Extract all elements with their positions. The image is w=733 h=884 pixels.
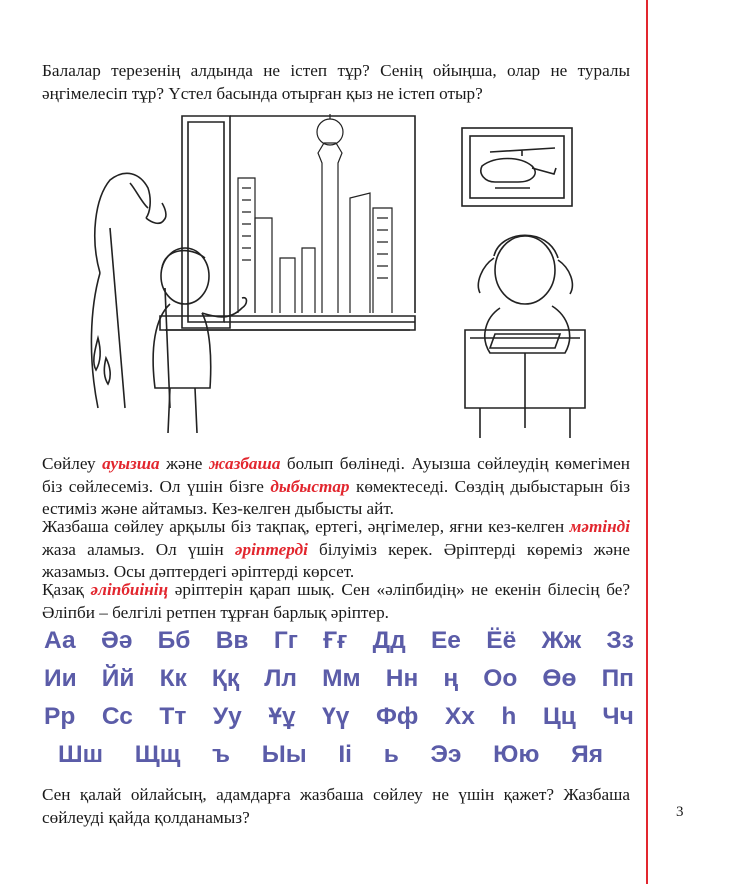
alphabet-letter: Цц (542, 703, 576, 730)
margin-line (646, 0, 648, 884)
alphabet-letter: Ее (430, 627, 461, 654)
alphabet-letter: Жж (541, 627, 582, 654)
alphabet-letter: Рр (44, 703, 76, 730)
alphabet-letter: Ұұ (268, 703, 296, 730)
alphabet-letter: Яя (571, 741, 603, 768)
alphabet-letter: Йй (101, 665, 135, 692)
alphabet-letter: Нн (385, 665, 419, 692)
city-skyline-illustration (238, 114, 392, 313)
alphabet-letter: Ёё (486, 627, 517, 654)
alphabet-letter: Ғғ (323, 627, 348, 654)
alphabet-letter: Кк (159, 665, 187, 692)
keyword-written: жазбаша (208, 454, 281, 473)
alphabet-letter: Сс (101, 703, 133, 730)
alphabet-letter: Үү (322, 703, 350, 730)
alphabet-letter: Юю (493, 741, 540, 768)
alphabet-letter: ң (443, 665, 459, 692)
alphabet-letter: ь (383, 741, 399, 768)
alphabet-letter: Чч (602, 703, 634, 730)
alphabet-letter: Ққ (211, 665, 240, 692)
keyword-sounds: дыбыстар (270, 476, 350, 496)
alphabet-letter: Пп (601, 665, 634, 692)
alphabet-letter: һ (501, 703, 517, 730)
intro-question: Балалар терезенің алдында не істеп тұр? Сенің ойыңша, олар не туралы әңгімелесіп тұр? Үстел басында отырған қыз не істеп отыр? (42, 61, 630, 103)
alphabet-letter: Зз (606, 627, 634, 654)
mother-figure-illustration (91, 173, 170, 408)
alphabet-letter: Ии (44, 665, 77, 692)
alphabet-letter: Аа (44, 627, 76, 654)
page-number: 3 (676, 804, 684, 820)
girl-at-desk-illustration (465, 235, 585, 438)
alphabet-letter: Өө (542, 665, 577, 692)
alphabet-letter: Әә (100, 627, 133, 654)
keyword-alphabet: әліпбиінің (90, 580, 169, 599)
paragraph-written-speech: Жазбаша сөйлеу арқылы біз тақпақ, ертегі, әңгімелер, яғни кез-келген мәтінді жаза аламыз. Ол үшін әріптерді білуіміз керек. Әріптерді көреміз және жазамыз. Осы дәптердегі әріптерді көрсет. (42, 517, 630, 581)
alphabet-letter: Фф (375, 703, 419, 730)
alphabet-letter: Ыы (261, 741, 307, 768)
paragraph-speech-types: Сөйлеу ауызша және жазбаша болып бөлінеді. Ауызша сөйлеудің көмегімен біз сөйлесеміз. Ол үшін бізге дыбыстар көмектеседі. Сөздің дыбыстарын біз естиміз және айтамыз. Кез-келген дыбысты айт. (42, 454, 631, 518)
alphabet-letter: Ээ (430, 741, 462, 768)
alphabet-letter: Мм (322, 665, 361, 692)
kazakh-alphabet (44, 622, 634, 774)
window-frame-illustration (160, 116, 415, 330)
paragraph-alphabet: Қазақ әліпбиінің әріптерін қарап шық. Сен «әліпбидің» не екенін білесің бе? Әліпби – белгілі ретпен тұрған барлық әріптер. (42, 580, 630, 622)
alphabet-letter: Дд (372, 627, 406, 654)
keyword-text: мәтінді (569, 517, 630, 536)
alphabet-letter: Щщ (134, 741, 181, 768)
alphabet-letter: Бб (157, 627, 191, 654)
alphabet-letter: Гг (273, 627, 298, 654)
illustration-children-at-window (70, 108, 590, 443)
alphabet-letter: Хх (444, 703, 475, 730)
alphabet-letter: ъ (212, 741, 230, 768)
alphabet-letter: Оо (483, 665, 518, 692)
alphabet-row-1 (44, 622, 634, 660)
alphabet-letter: Лл (264, 665, 297, 692)
keyword-letters: әріптерді (234, 539, 308, 559)
alphabet-row-4 (44, 736, 603, 774)
keyword-oral: ауызша (102, 454, 160, 473)
alphabet-letter: Тт (159, 703, 187, 730)
alphabet-row-2 (44, 660, 634, 698)
alphabet-letter: Іі (338, 741, 352, 768)
closing-question: Сен қалай ойлайсың, адамдарға жазбаша сөйлеу не үшін қажет? Жазбаша сөйлеуді қайда қолданамыз? (42, 785, 630, 827)
helicopter-picture-illustration (462, 128, 572, 206)
alphabet-letter: Шш (58, 741, 104, 768)
alphabet-letter: Вв (215, 627, 249, 654)
alphabet-row-3 (44, 698, 634, 736)
alphabet-letter: Уу (212, 703, 242, 730)
